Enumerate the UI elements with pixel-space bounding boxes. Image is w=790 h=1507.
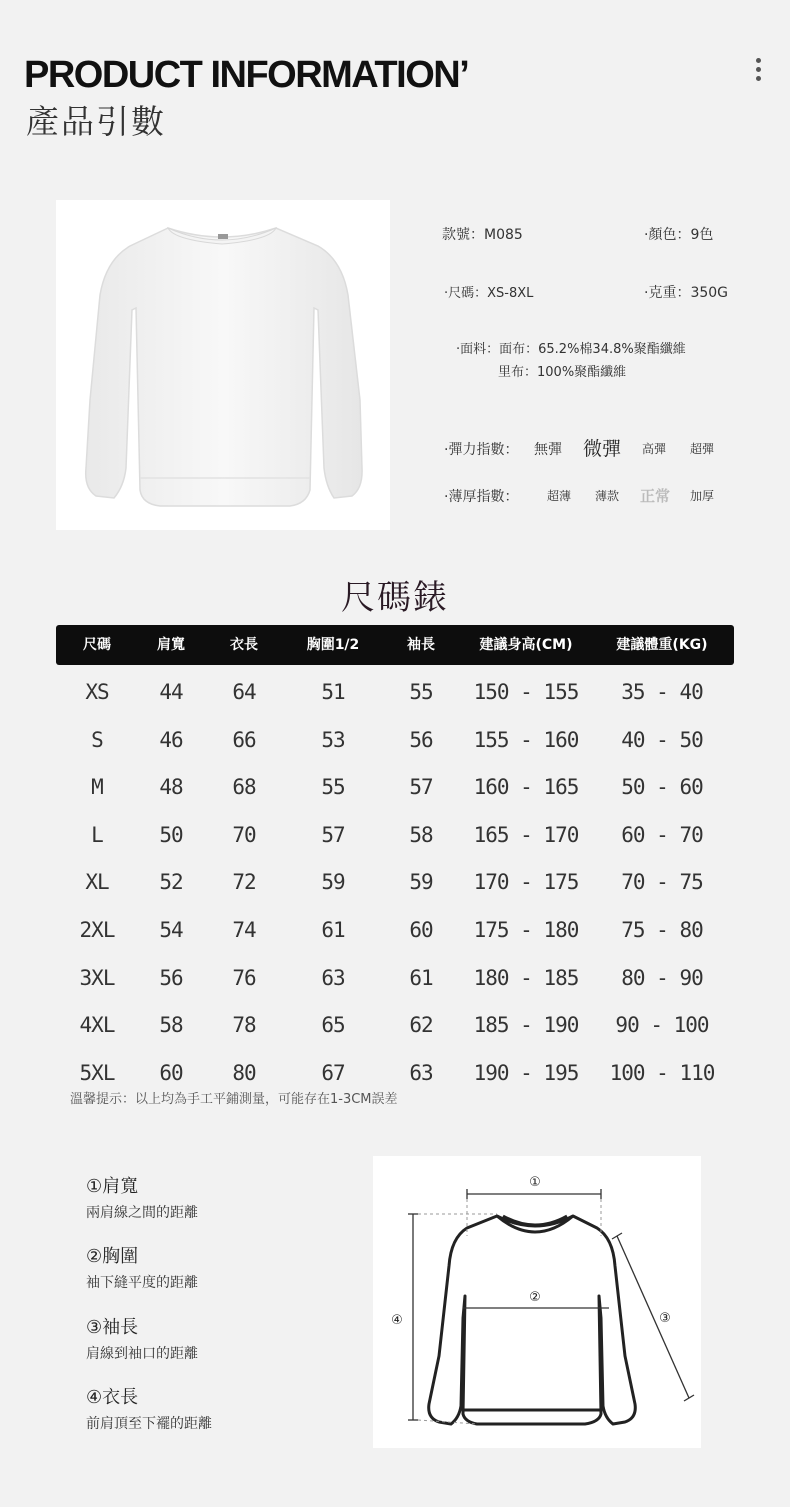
diagram-marker-sleeve: ③ [659,1311,671,1326]
table-cell-shoulder: 48 [159,775,183,800]
thickness-option-selected: 正常 [640,487,671,505]
column-header-size: 尺碼 [83,637,111,653]
spec-color: ·顏色：9色 [644,227,714,243]
table-cell-shoulder: 58 [159,1013,183,1038]
table-cell-chest: 57 [321,822,345,847]
measurement-diagram [373,1156,701,1448]
column-header-sleeve: 袖長 [407,637,435,653]
diagram-marker-chest: ② [529,1290,541,1305]
column-header-length: 衣長 [230,637,258,653]
table-cell-weight: 35 - 40 [621,680,703,704]
table-cell-shoulder: 56 [159,965,183,990]
thickness-label: ·薄厚指數： [444,489,519,505]
size-chart-title: 尺碼錶 [341,578,449,618]
table-cell-shoulder: 52 [159,870,183,895]
table-cell-sleeve: 58 [409,822,433,847]
elasticity-label: ·彈力指數： [444,442,519,458]
table-cell-chest: 51 [321,680,345,704]
elasticity-option: 超彈 [690,442,715,456]
table-cell-height: 155 - 160 [473,727,579,752]
measure-title-length: ④衣長 [86,1387,139,1408]
measure-title-chest: ②胸圍 [86,1246,139,1267]
measure-desc-chest: 袖下縫平度的距離 [86,1275,198,1291]
elasticity-option: 高彈 [642,442,667,456]
table-cell-weight: 60 - 70 [621,822,703,847]
elasticity-option-selected: 微彈 [583,438,622,460]
thickness-option: 加厚 [690,489,715,503]
table-cell-chest: 61 [321,918,345,942]
table-cell-shoulder: 60 [159,1060,183,1085]
table-cell-size: S [91,727,103,752]
diagram-marker-length: ④ [391,1313,403,1328]
table-cell-size: 4XL [79,1013,115,1038]
table-cell-chest: 53 [321,727,345,752]
table-cell-sleeve: 60 [409,918,433,942]
thickness-option: 超薄 [547,489,572,503]
page-title-en: PRODUCT INFORMATION’ [24,54,469,96]
table-cell-height: 190 - 195 [473,1060,579,1085]
table-cell-length: 70 [232,822,256,847]
table-cell-chest: 65 [321,1013,345,1038]
table-cell-weight: 90 - 100 [615,1013,709,1038]
spec-style-number: 款號：M085 [442,227,523,243]
table-cell-sleeve: 55 [409,680,433,704]
table-cell-chest: 55 [321,775,345,800]
spec-fabric-lining: 里布：100%聚酯纖維 [498,365,627,380]
table-cell-height: 165 - 170 [473,822,579,847]
table-cell-weight: 50 - 60 [621,775,703,800]
size-table-header [56,625,734,665]
spec-weight: ·克重：350G [644,285,729,301]
table-cell-length: 76 [232,965,256,990]
table-cell-chest: 67 [321,1060,345,1085]
measure-desc-shoulder: 兩肩線之間的距離 [86,1205,198,1221]
table-cell-size: M [91,775,103,800]
table-cell-length: 66 [232,727,256,752]
table-cell-length: 72 [232,870,256,895]
table-cell-weight: 100 - 110 [609,1060,715,1085]
table-cell-size: 5XL [79,1060,115,1085]
thickness-option: 薄款 [595,489,620,503]
column-header-height: 建議身高(CM) [479,637,573,653]
table-cell-length: 80 [232,1060,256,1085]
column-header-chest: 胸圍1/2 [306,637,360,653]
table-cell-length: 64 [232,680,256,704]
table-cell-sleeve: 59 [409,870,433,895]
sweatshirt-outline-diagram [373,1156,701,1448]
table-cell-sleeve: 61 [409,965,433,990]
table-cell-weight: 75 - 80 [621,918,703,942]
elasticity-option: 無彈 [534,442,562,458]
table-cell-size: 3XL [79,965,115,990]
table-cell-chest: 63 [321,965,345,990]
table-cell-height: 185 - 190 [473,1013,579,1038]
table-cell-height: 160 - 165 [473,775,579,800]
table-cell-weight: 80 - 90 [621,965,703,990]
table-cell-weight: 40 - 50 [621,727,703,752]
table-cell-height: 180 - 185 [473,965,579,990]
measure-title-shoulder: ①肩寬 [86,1176,139,1197]
product-photo [56,200,390,530]
table-cell-chest: 59 [321,870,345,895]
table-cell-size: L [91,822,103,847]
table-cell-length: 74 [232,918,256,942]
table-cell-height: 150 - 155 [473,680,579,704]
table-cell-sleeve: 56 [409,727,433,752]
table-cell-size: 2XL [79,918,115,942]
measurement-note: 溫馨提示：以上均為手工平鋪測量，可能存在1-3CM誤差 [70,1092,398,1107]
table-cell-shoulder: 50 [159,822,183,847]
measure-title-sleeve: ③袖長 [86,1317,139,1338]
table-cell-shoulder: 54 [159,918,183,942]
table-cell-length: 78 [232,1013,256,1038]
table-cell-size: XL [85,870,109,895]
measure-desc-sleeve: 肩線到袖口的距離 [86,1346,198,1362]
table-cell-size: XS [85,680,109,704]
spec-fabric-main: ·面料：面布：65.2%棉34.8%聚酯纖維 [456,342,686,357]
table-cell-weight: 70 - 75 [621,870,703,895]
measure-desc-length: 前肩頂至下襬的距離 [86,1416,212,1432]
spec-size: ·尺碼：XS-8XL [444,286,534,301]
page-title-zh: 產品引數 [26,102,166,141]
table-cell-shoulder: 44 [159,680,183,704]
table-cell-height: 170 - 175 [473,870,579,895]
more-options-icon[interactable] [753,58,765,84]
column-header-shoulder: 肩寬 [157,637,185,653]
table-cell-sleeve: 62 [409,1013,433,1038]
table-cell-length: 68 [232,775,256,800]
sweatshirt-image [56,200,390,530]
table-cell-height: 175 - 180 [473,918,579,942]
table-cell-sleeve: 63 [409,1060,433,1085]
column-header-weight: 建議體重(KG) [616,637,708,653]
table-cell-shoulder: 46 [159,727,183,752]
diagram-marker-shoulder: ① [529,1175,541,1190]
table-cell-sleeve: 57 [409,775,433,800]
